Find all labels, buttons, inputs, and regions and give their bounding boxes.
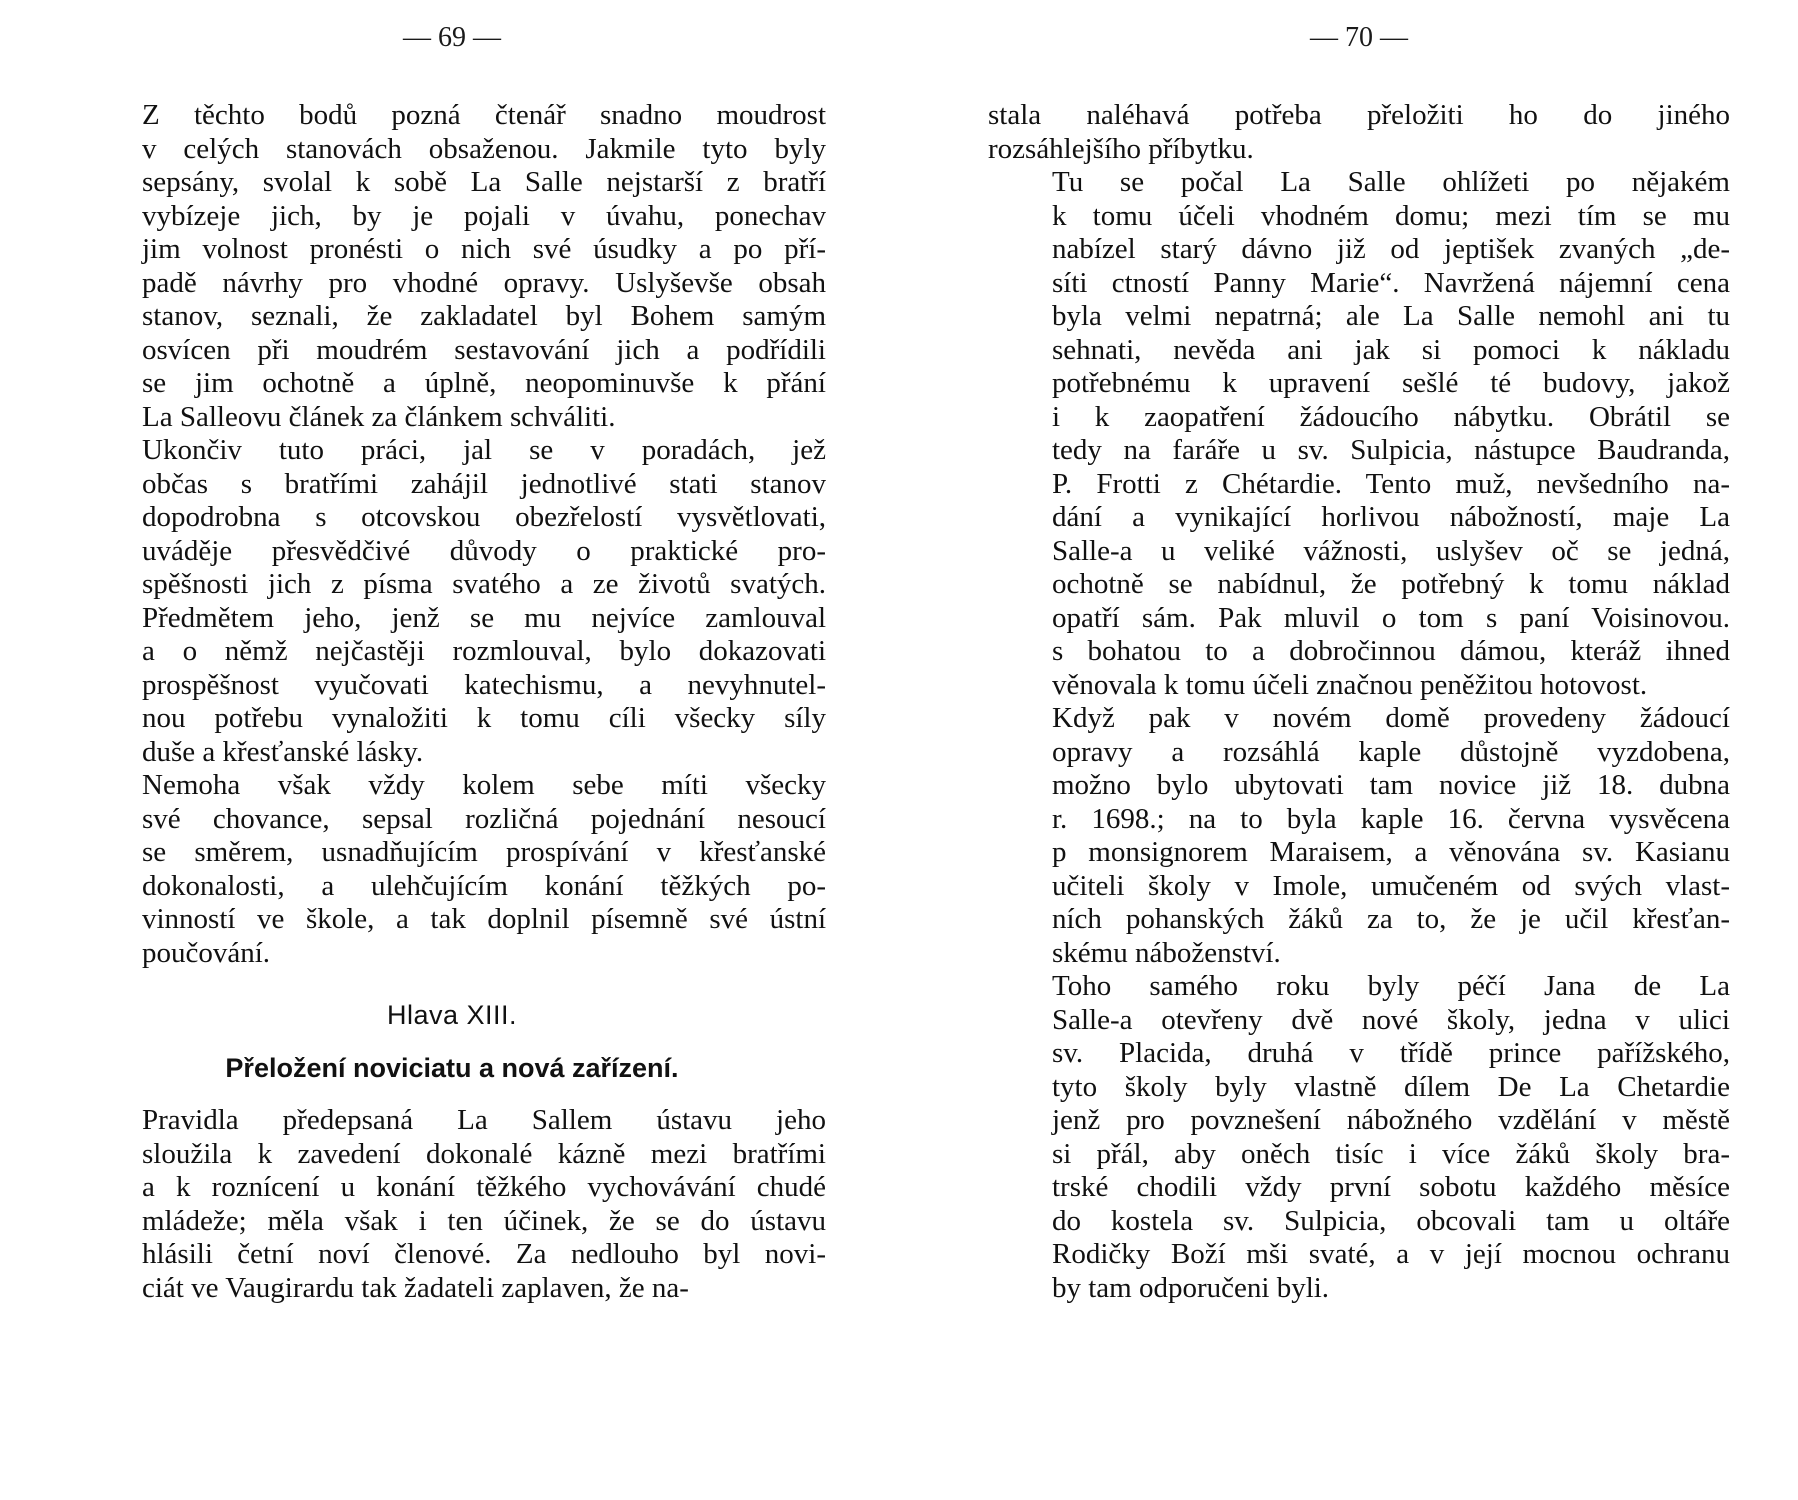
text-line: mládeže; měla však i ten účinek, že se do ústavu — [142, 1204, 826, 1237]
text-line: se jim ochotně a úplně, neopominuvše k přání — [142, 367, 826, 399]
paragraph — [988, 970, 1730, 1305]
text-line: duše a křesťanské lásky. — [142, 735, 424, 768]
text-line: sepsány, svolal k sobě La Salle nejstarší z bratří — [142, 166, 826, 198]
text-line: by tam odporučeni byli. — [1052, 1271, 1330, 1304]
text-line: byla velmi nepatrná; ale La Salle nemohl ani tu — [1052, 300, 1730, 332]
text-line: tedy na faráře u sv. Sulpicia, nástupce Baudranda, — [1052, 434, 1730, 466]
text-line: i k zaopatření žádoucího nábytku. Obrátil se — [1052, 400, 1730, 433]
paragraph — [78, 434, 826, 769]
text-line: si přál, aby oněch tisíc i více žáků školy bra- — [1052, 1137, 1730, 1170]
text-line: a k roznícení u konání těžkého vychovávání chudé — [142, 1171, 826, 1203]
text-line: dopodrobna s otcovskou obezřelostí vysvětlovati, — [142, 501, 826, 533]
text-line: trské chodili vždy první sobotu každého měsíce — [1052, 1171, 1730, 1203]
paragraph — [988, 99, 1730, 166]
text-line: občas s bratřími zahájil jednotlivé stati stanov — [142, 467, 826, 500]
text-line: s bohatou to a dobročinnou dámou, kteráž ihned — [1052, 635, 1730, 667]
text-line: dokonalosti, a ulehčujícím konání těžkých po- — [142, 869, 826, 902]
text-line: poučování. — [142, 936, 271, 969]
text-line: vybízeje jich, by je pojali v úvahu, ponechav — [142, 199, 826, 232]
text-line: jim volnost pronésti o nich své úsudky a po pří- — [142, 233, 826, 265]
page-number-left: — 69 — — [403, 22, 501, 53]
text-line: k tomu účeli vhodném domu; mezi tím se mu — [1052, 199, 1730, 232]
text-line: nou potřebu vynaložiti k tomu cíli všecky síly — [142, 702, 826, 734]
text-line: a o němž nejčastěji rozmlouval, bylo dokazovati — [142, 635, 826, 667]
text-line: Salle-a u veliké vážnosti, uslyšev oč se jedná, — [1052, 534, 1730, 567]
text-line: P. Frotti z Chétardie. Tento muž, nevšedního na- — [1052, 467, 1730, 500]
text-line: Toho samého roku byly péčí Jana de La — [1052, 970, 1730, 1002]
text-line: La Salleovu článek za článkem schváliti. — [142, 400, 616, 433]
left-page-text — [78, 99, 826, 1305]
text-line: nabízel starý dávno již od jeptišek zvaných „de- — [1052, 233, 1730, 265]
text-line: opatří sám. Pak mluvil o tom s paní Voisinovou. — [1052, 601, 1730, 634]
text-line: prospěšnost vyučovati katechismu, a nevyhnutel- — [142, 668, 826, 701]
text-line: sv. Placida, druhá v třídě prince pařížského, — [1052, 1037, 1730, 1069]
text-line: skému náboženství. — [1052, 936, 1281, 969]
text-line: Z těchto bodů pozná čtenář snadno moudrost — [142, 99, 826, 131]
text-line: Pravidla předepsaná La Sallem ústavu jeho — [142, 1104, 826, 1136]
text-line: své chovance, sepsal rozličná pojednání nesoucí — [142, 802, 826, 835]
text-line: p monsignorem Maraisem, a věnována sv. Kasianu — [1052, 836, 1730, 868]
text-line: osvícen při moudrém sestavování jich a podřídili — [142, 333, 826, 366]
paragraph — [988, 166, 1730, 702]
text-line: hlásili četní noví členové. Za nedlouho byl novi- — [142, 1238, 826, 1270]
text-line: jenž pro povznešení nábožného vzdělání v městě — [1052, 1104, 1730, 1136]
text-line: stala naléhavá potřeba přeložiti ho do jiného — [988, 99, 1730, 131]
text-line: padě návrhy pro vhodné opravy. Uslyševše obsah — [142, 266, 826, 299]
text-line: v celých stanovách obsaženou. Jakmile tyto byly — [142, 132, 826, 165]
text-line: Když pak v novém domě provedeny žádoucí — [1052, 702, 1730, 734]
text-line: ochotně se nabídnul, že potřebný k tomu náklad — [1052, 568, 1730, 600]
text-line: Předmětem jeho, jenž se mu nejvíce zamlouval — [142, 601, 826, 634]
right-page-text — [988, 99, 1730, 1305]
text-line: Salle-a otevřeny dvě nové školy, jedna v ulici — [1052, 1003, 1730, 1036]
text-line: učiteli školy v Imole, umučeném od svých vlast- — [1052, 869, 1730, 902]
text-line: stanov, seznali, že zakladatel byl Bohem samým — [142, 300, 826, 332]
text-line: ciát ve Vaugirardu tak žadateli zaplaven, že na- — [142, 1271, 689, 1304]
text-line: Rodičky Boží mši svaté, a v její mocnou ochranu — [1052, 1238, 1730, 1270]
chapter-heading: Hlava XIII. — [386, 1000, 518, 1030]
text-line: věnovala k tomu účeli značnou peněžitou hotovost. — [1052, 668, 1648, 701]
text-line: síti ctností Panny Marie“. Navržená nájemní cena — [1052, 266, 1730, 299]
text-line: do kostela sv. Sulpicia, obcovali tam u oltáře — [1052, 1204, 1730, 1237]
paragraph — [78, 1104, 826, 1305]
paragraph — [78, 99, 826, 434]
text-line: potřebnému k upravení sešlé té budovy, jakož — [1052, 367, 1730, 399]
text-line: dání a vynikající horlivou nábožností, maje La — [1052, 501, 1730, 533]
page-number-right: — 70 — — [1310, 22, 1408, 53]
text-line: sloužila k zavedení dokonalé kázně mezi bratřími — [142, 1137, 826, 1170]
text-line: sehnati, nevěda ani jak si pomoci k nákladu — [1052, 333, 1730, 366]
chapter-title: Přeložení noviciatu a nová zařízení. — [225, 1053, 679, 1083]
text-line: Ukončiv tuto práci, jal se v poradách, jež — [142, 434, 826, 466]
text-line: vinností ve škole, a tak doplnil písemně své ústní — [142, 903, 826, 935]
text-line: Tu se počal La Salle ohlížeti po nějakém — [1052, 166, 1730, 198]
text-line: se směrem, usnadňujícím prospívání v křesťanské — [142, 836, 826, 868]
text-line: tyto školy byly vlastně dílem De La Chetardie — [1052, 1070, 1730, 1103]
paragraph — [78, 769, 826, 970]
text-line: ních pohanských žáků za to, že je učil křesťan- — [1052, 903, 1730, 935]
text-line: spěšnosti jich z písma svatého a ze životů svatých. — [142, 568, 826, 600]
text-line: rozsáhlejšího příbytku. — [988, 132, 1254, 165]
text-line: možno bylo ubytovati tam novice již 18. dubna — [1052, 769, 1730, 801]
text-line: opravy a rozsáhlá kaple důstojně vyzdobena, — [1052, 735, 1730, 768]
text-line: uváděje přesvědčivé důvody o praktické pro- — [142, 534, 826, 567]
text-line: r. 1698.; na to byla kaple 16. června vysvěcena — [1052, 802, 1730, 835]
text-line: Nemoha však vždy kolem sebe míti všecky — [142, 769, 826, 801]
paragraph — [988, 702, 1730, 970]
